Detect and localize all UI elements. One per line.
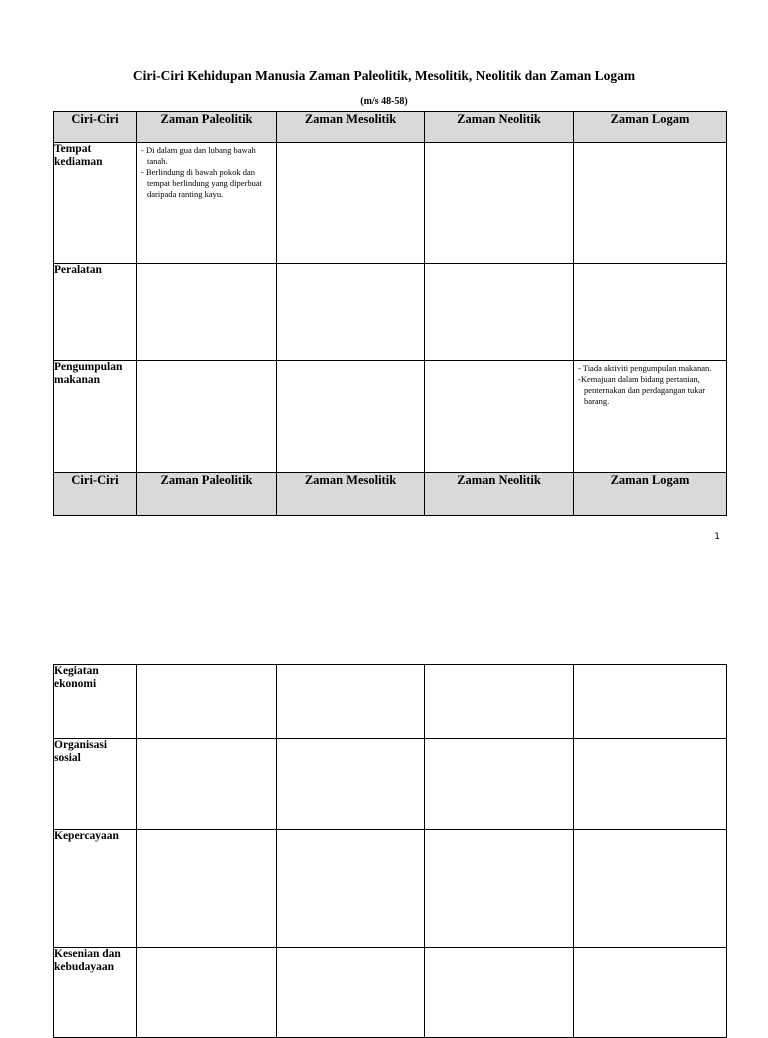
cell-pengumpulan-makanan-mesolitik [277, 361, 425, 473]
cell-kegiatan-ekonomi-mesolitik [277, 665, 425, 739]
table-row [54, 948, 727, 1038]
header-zaman-neolitik: Zaman Neolitik [425, 112, 574, 143]
paleolitik-notes-list [137, 143, 276, 200]
cell-kegiatan-ekonomi-paleolitik [137, 665, 277, 739]
table-row [54, 739, 727, 830]
note-item: - Di dalam gua dan lubang bawah tanah. [141, 145, 256, 166]
cell-organisasi-sosial-mesolitik [277, 739, 425, 830]
cell-pengumpulan-makanan-logam [574, 361, 727, 473]
footer-header-zaman-paleolitik: Zaman Paleolitik [137, 473, 277, 516]
note-item: -Kemajuan dalam bidang pertanian, penternakan dan perdagangan tukar barang. [578, 374, 706, 406]
row-label-kegiatan-ekonomi: Kegiatan ekonomi [54, 665, 137, 739]
header-zaman-logam: Zaman Logam [574, 112, 727, 143]
table-footer-header-row [54, 473, 727, 516]
cell-tempat-kediaman-logam [574, 143, 727, 264]
row-label-peralatan: Peralatan [54, 264, 137, 361]
cell-peralatan-mesolitik [277, 264, 425, 361]
row-label-tempat-kediaman: Tempat kediaman [54, 143, 137, 264]
footer-header-zaman-neolitik: Zaman Neolitik [425, 473, 574, 516]
table-row [54, 264, 727, 361]
cell-pengumpulan-makanan-neolitik [425, 361, 574, 473]
cell-kepercayaan-neolitik [425, 830, 574, 948]
page-number: 1 [714, 532, 720, 542]
footer-header-zaman-logam: Zaman Logam [574, 473, 727, 516]
table-header-row [54, 112, 727, 143]
cell-kepercayaan-logam [574, 830, 727, 948]
cell-peralatan-paleolitik [137, 264, 277, 361]
note-item: - Berlindung di bawah pokok dan tempat berlindung yang diperbuat daripada ranting kayu. [141, 167, 262, 199]
table-row [54, 665, 727, 739]
table-row [54, 830, 727, 948]
page-title: Ciri-Ciri Kehidupan Manusia Zaman Paleolitik, Mesolitik, Neolitik dan Zaman Logam [132, 68, 636, 83]
cell-peralatan-neolitik [425, 264, 574, 361]
comparison-table-page-2 [53, 664, 727, 1038]
cell-kegiatan-ekonomi-neolitik [425, 665, 574, 739]
footer-header-ciri-ciri: Ciri-Ciri [54, 473, 137, 516]
footer-header-zaman-mesolitik: Zaman Mesolitik [277, 473, 425, 516]
cell-tempat-kediaman-neolitik [425, 143, 574, 264]
table-row [54, 143, 727, 264]
page-reference: (m/s 48-58) [360, 96, 408, 107]
cell-kepercayaan-paleolitik [137, 830, 277, 948]
note-item: - Tiada aktiviti pengumpulan makanan. [578, 363, 712, 373]
cell-peralatan-logam [574, 264, 727, 361]
table-row [54, 361, 727, 473]
cell-kesenian-neolitik [425, 948, 574, 1038]
cell-kegiatan-ekonomi-logam [574, 665, 727, 739]
cell-organisasi-sosial-neolitik [425, 739, 574, 830]
cell-organisasi-sosial-paleolitik [137, 739, 277, 830]
logam-notes-list [574, 361, 726, 407]
cell-kesenian-paleolitik [137, 948, 277, 1038]
header-zaman-mesolitik: Zaman Mesolitik [277, 112, 425, 143]
cell-kesenian-logam [574, 948, 727, 1038]
cell-organisasi-sosial-logam [574, 739, 727, 830]
cell-tempat-kediaman-mesolitik [277, 143, 425, 264]
cell-kesenian-mesolitik [277, 948, 425, 1038]
row-label-kepercayaan: Kepercayaan [54, 830, 137, 948]
comparison-table-page-1 [53, 111, 727, 516]
row-label-organisasi-sosial: Organisasi sosial [54, 739, 137, 830]
cell-tempat-kediaman-paleolitik [137, 143, 277, 264]
cell-pengumpulan-makanan-paleolitik [137, 361, 277, 473]
header-ciri-ciri: Ciri-Ciri [54, 112, 137, 143]
row-label-pengumpulan-makanan: Pengumpulan makanan [54, 361, 137, 473]
cell-kepercayaan-mesolitik [277, 830, 425, 948]
header-zaman-paleolitik: Zaman Paleolitik [137, 112, 277, 143]
row-label-kesenian-dan-kebudayaan: Kesenian dan kebudayaan [54, 948, 137, 1038]
